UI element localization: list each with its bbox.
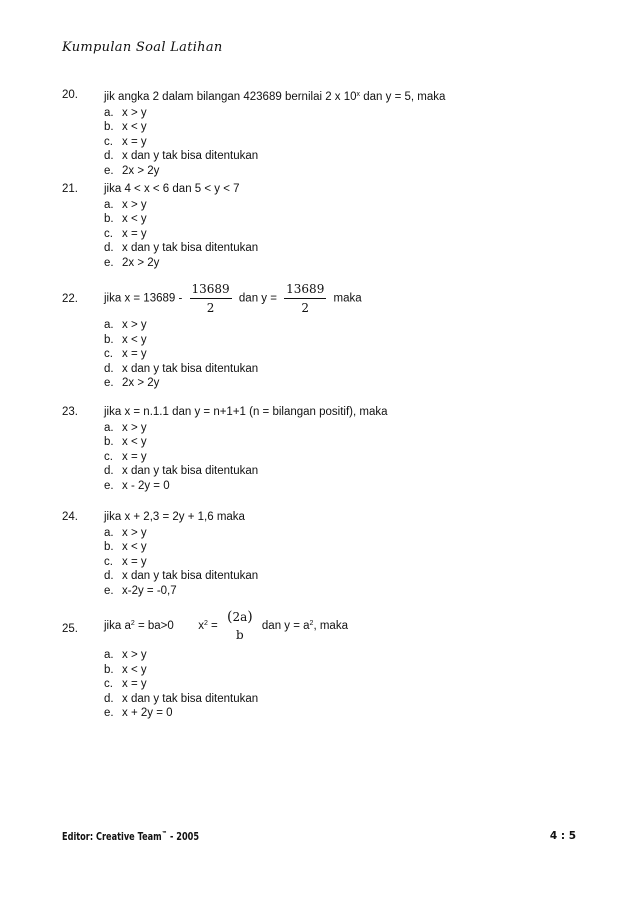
page-number: 4 : 5 — [549, 830, 576, 842]
option: d. x dan y tak bisa ditentukan — [104, 465, 259, 478]
fraction: $\frac{13689}{2}$ — [191, 282, 230, 315]
option: c. x = y — [104, 555, 147, 568]
option: c. x = y — [104, 450, 147, 463]
option: b. x < y — [104, 663, 147, 676]
option: e. x-2y = -0,7 — [104, 584, 177, 597]
question-number: 20. — [62, 89, 78, 101]
option: e. x - 2y = 0 — [104, 479, 170, 492]
fraction: (2a) b — [226, 609, 253, 642]
option: b. x < y — [104, 436, 147, 449]
footer-editor: Editor: Creative Team™ - 2005 — [62, 830, 200, 843]
question-23 — [62, 405, 582, 494]
fraction: $\frac{13689}{2}$ — [286, 282, 325, 315]
option: e. 2x > 2y — [104, 164, 160, 177]
question-21 — [62, 182, 582, 271]
option: e. 2x > 2y — [104, 377, 160, 390]
question-stem: jika x + 2,3 = 2y + 1,6 maka — [104, 511, 245, 523]
question-22 — [62, 282, 582, 391]
option: c. x = y — [104, 678, 147, 691]
option: a. x > y — [104, 421, 147, 434]
question-number: 23. — [62, 406, 78, 418]
question-stem: jik angka 2 dalam bilangan 423689 bernilai 2 x 10$^x$ dan y = 5, maka — [104, 91, 446, 103]
question-number: 25. — [62, 623, 78, 635]
option-list — [104, 106, 582, 179]
option-list — [104, 526, 582, 599]
option: a. x > y — [104, 106, 147, 119]
question-stem: jika $a^2 = ba>0$ $x^2$ = (2a) b dan $y = a^2$, maka — [104, 609, 348, 642]
option: e. x + 2y = 0 — [104, 707, 173, 720]
question-number: 22. — [62, 293, 78, 305]
option: a. x > y — [104, 526, 147, 539]
option: d. x dan y tak bisa ditentukan — [104, 692, 259, 705]
option: b. x < y — [104, 541, 147, 554]
option-list — [104, 318, 582, 391]
document-header: Kumpulan Soal Latihan — [62, 40, 223, 55]
question-stem: jika x = 13689 - $\frac{13689}{2}$ dan y = $\frac{13689}{2}$ maka — [104, 282, 362, 315]
question-number: 24. — [62, 511, 78, 523]
option: e. 2x > 2y — [104, 256, 160, 269]
option: d. x dan y tak bisa ditentukan — [104, 362, 259, 375]
question-number: 21. — [62, 183, 78, 195]
question-stem: jika x = n.1.1 dan y = n+1+1 (n = bilangan positif), maka — [104, 406, 388, 418]
option: c. x = y — [104, 135, 147, 148]
option: d. x dan y tak bisa ditentukan — [104, 570, 259, 583]
option: d. x dan y tak bisa ditentukan — [104, 150, 259, 163]
option: d. x dan y tak bisa ditentukan — [104, 242, 259, 255]
option: a. x > y — [104, 319, 147, 331]
option-list — [104, 648, 582, 721]
question-25 — [62, 610, 582, 721]
option: c. x = y — [104, 227, 147, 240]
option: b. x < y — [104, 333, 147, 346]
option-list — [104, 198, 582, 271]
option: b. x < y — [104, 121, 147, 134]
option: a. x > y — [104, 198, 147, 211]
option: b. x < y — [104, 213, 147, 226]
question-24 — [62, 510, 582, 599]
question-stem: jika 4 < x < 6 dan 5 < y < 7 — [104, 183, 240, 195]
question-20 — [62, 88, 582, 179]
option-list — [104, 421, 582, 494]
option: a. x > y — [104, 649, 147, 661]
option: c. x = y — [104, 348, 147, 361]
